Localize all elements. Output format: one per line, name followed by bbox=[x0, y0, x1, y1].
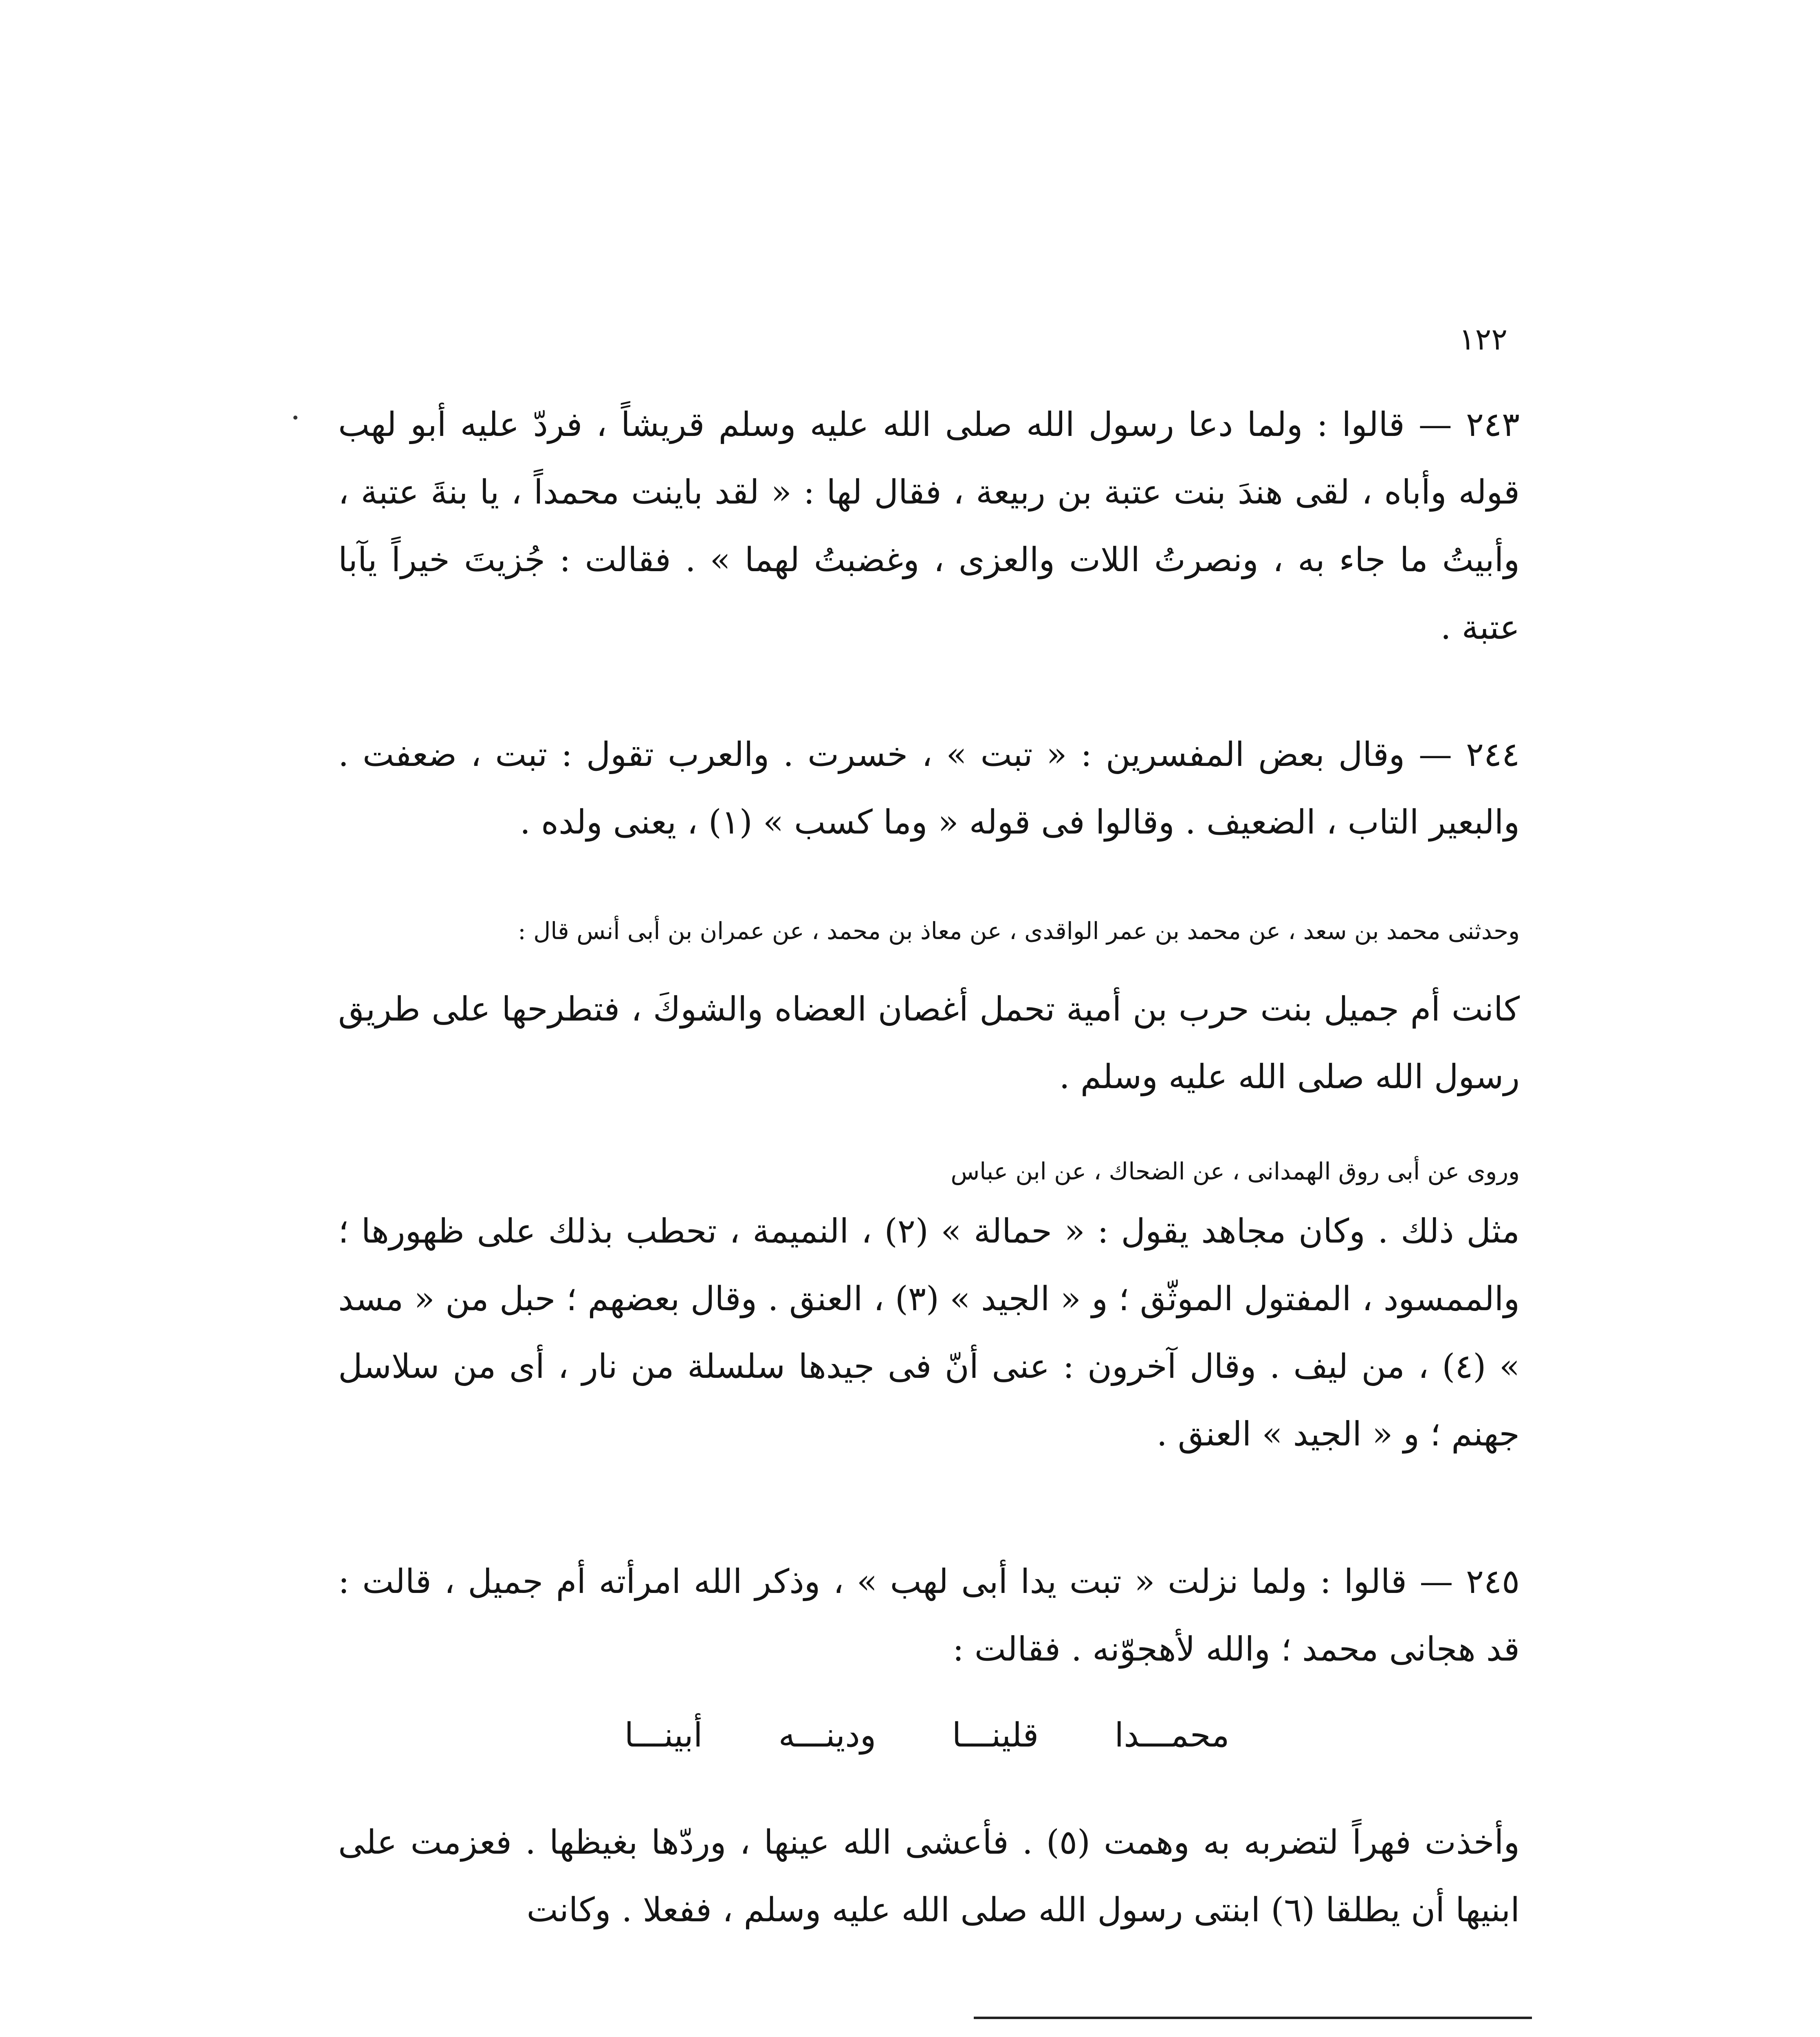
paragraph-umm-jamil: كانت أم جميل بنت حرب بن أمية تحمل أغصان العضاه والشوكَ ، فتطرحها على طريق رسول الله صلى الله عليه وسلم . bbox=[338, 990, 1520, 1096]
paragraph-244: ٢٤٤ — وقال بعض المفسرين : « تبت » ، خسرت . والعرب تقول : تبت ، ضعفت . والبعير التاب ، الضعيف . وقالوا فى قوله « وما كسب » (١) ، يعنى ولده . bbox=[338, 735, 1520, 842]
paragraph-243: ٢٤٣ — قالوا : ولما دعا رسول الله صلى الله عليه وسلم قريشاً ، فردّ عليه أبو لهب قوله وأباه ، لقى هندَ بنت عتبة بن ربيعة ، فقال لها : « لقد باينت محمداً ، يا بنةَ عتبة ، وأبيتُ ما جاء به ، ونصرتُ اللات والعزى ، وغضبتُ لهما » . فقالت : جُزيتَ خيراً يآبا عتبة . bbox=[338, 405, 1520, 647]
paragraph-mujahid: مثل ذلك . وكان مجاهد يقول : « حمالة » (٢) ، النميمة ، تحطب بذلك على ظهورها ؛ والممسود ، المفتول الموثّق ؛ و « الجيد » (٣) ، العنق . وقال بعضهم ؛ حبل من « مسد » (٤) ، من ليف . وقال آخرون : عنى أنّ فى جيدها سلسلة من نار ، أى من سلاسل جهنم ؛ و « الجيد » العنق . bbox=[338, 1212, 1520, 1454]
isnad-line-1: وحدثنى محمد بن سعد ، عن محمد بن عمر الواقدى ، عن معاذ بن محمد ، عن عمران بن أبى أنس قال : bbox=[518, 917, 1520, 945]
isnad-line-2: وروى عن أبى روق الهمدانى ، عن الضحاك ، عن ابن عباس bbox=[951, 1157, 1520, 1185]
paragraph-245: ٢٤٥ — قالوا : ولما نزلت « تبت يدا أبى لهب » ، وذكر الله امرأته أم جميل ، قالت : قد هجانى محمد ؛ والله لأهجوّنه . فقالت : bbox=[338, 1562, 1520, 1669]
verse-hemistich-2: ودينـــه أبينـــا bbox=[624, 1716, 876, 1755]
verse-hemistich-1: محمـــدا قلينـــا bbox=[952, 1716, 1230, 1755]
poem-verse bbox=[428, 1707, 1426, 1764]
paragraph-after-verse: وأخذت فهراً لتضربه به وهمت (٥) . فأعشى الله عينها ، وردّها بغيظها . فعزمت على ابنيها أن يطلقا (٦) ابنتى رسول الله صلى الله عليه وسلم ، ففعلا . وكانت bbox=[338, 1823, 1520, 1929]
stray-ink-mark bbox=[293, 416, 297, 420]
page-number: ١٢٢ bbox=[1459, 322, 1507, 357]
footnote-divider bbox=[974, 2017, 1532, 2019]
